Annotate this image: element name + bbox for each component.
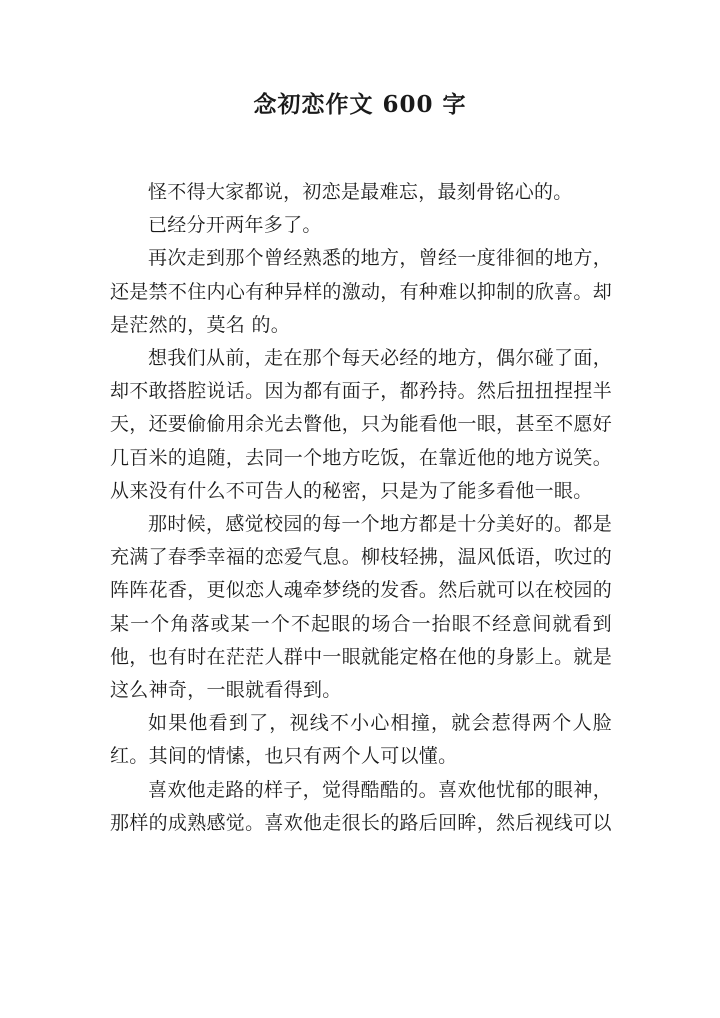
paragraph: 怪不得大家都说，初恋是最难忘，最刻骨铭心的。 [148,181,573,203]
paragraph: 喜欢他走路的样子，觉得酷酷的。喜欢他忧郁的眼神，那样的成熟感觉。喜欢他走很长的路后回眸，然后视线可以 [110,778,612,834]
paragraph: 想我们从前，走在那个每天必经的地方，偶尔碰了面，却不敢搭腔说话。因为都有面子，都矜持。然后扭扭捏捏半天，还要偷偷用余光去瞥他，只为能看他一眼，甚至不愿好几百米的追随，去同一个地方吃饭，在靠近他的地方说笑。从来没有什么不可告人的秘密，只是为了能多看他一眼。 [110,347,612,502]
document-title: 念初恋作文 600 字 [253,91,467,118]
paragraph: 那时候，感觉校园的每一个地方都是十分美好的。都是充满了春季幸福的恋爱气息。柳枝轻拂，温风低语，吹过的阵阵花香，更似恋人魂牵梦绕的发香。然后就可以在校园的某一个角落或某一个不起眼的场合一抬眼不经意间就看到他，也有时在茫茫人群中一眼就能定格在他的身影上。就是这么神奇，一眼就看得到。 [110,513,612,702]
paragraph: 再次走到那个曾经熟悉的地方，曾经一度徘徊的地方，还是禁不住内心有种异样的激动，有种难以抑制的欣喜。却是茫然的，莫名 的。 [110,247,612,336]
paragraph: 已经分开两年多了。 [148,214,322,237]
paragraph: 如果他看到了，视线不小心相撞，就会惹得两个人脸红。其间的情愫，也只有两个人可以懂。 [110,712,612,768]
document-body [110,176,612,840]
